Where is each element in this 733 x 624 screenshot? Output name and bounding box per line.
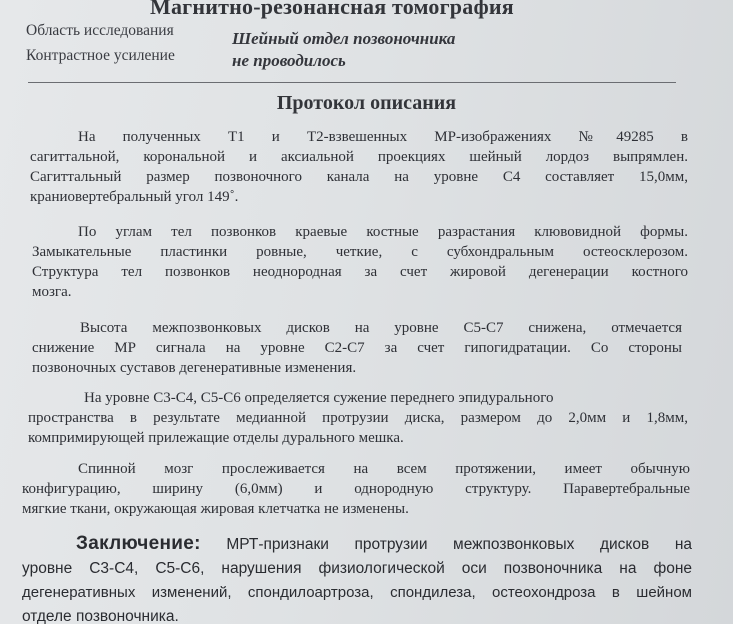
paragraph-line: конфигурацию, ширину (6,0мм) и однородную структуру. Паравертебральные [22, 481, 690, 497]
header-divider [28, 82, 676, 83]
study-area-label: Область исследования [26, 22, 174, 39]
paragraph-line: мозга. [32, 284, 72, 300]
paragraph-line: пространства в результате медианной протрузии диска, размером до 2,0мм и 1,8мм, [28, 410, 688, 426]
paragraph-line: Высота межпозвонковых дисков на уровне С5-С7 снижена, отмечается [80, 320, 682, 336]
protocol-title: Протокол описания [276, 92, 457, 114]
paragraph-line: сагиттальной, корональной и аксиальной проекциях шейный лордоз выпрямлен. [30, 149, 688, 165]
paragraph-line: краниовертебральный угол 149˚. [30, 189, 239, 205]
paragraph-line: снижение МР сигнала на уровне С2-С7 за счет гипогидратации. Со стороны [32, 340, 682, 356]
conclusion-line-4: отделе позвоночника. [22, 608, 179, 624]
paragraph-line: Спинной мозг прослеживается на всем протяжении, имеет обычную [78, 461, 690, 477]
conclusion-line-3: дегенеративных изменений, спондилоартроза, спондилеза, остеохондроза в шейном [22, 584, 692, 601]
paragraph-3 [32, 318, 682, 378]
paragraph-line: компримирующей прилежащие отделы дурального мешка. [28, 430, 404, 446]
conclusion-block [22, 532, 692, 624]
paragraph-4 [28, 388, 688, 448]
paragraph-line: По углам тел позвонков краевые костные разрастания клювовидной формы. [78, 224, 688, 240]
paragraph-5 [22, 459, 690, 519]
conclusion-line-1 [22, 532, 692, 557]
paragraph-line: На уровне С3-С4, С5-С6 определяется сужение переднего эпидурального [84, 390, 554, 406]
paragraph-line: мягкие ткани, окружающая жировая клетчатка не изменены. [22, 501, 409, 517]
study-area-value: Шейный отдел позвоночника [232, 29, 456, 48]
paragraph-2 [32, 222, 688, 302]
document-title: Магнитно-резонансная томография [150, 0, 514, 19]
paragraph-line: Замыкательные пластинки ровные, четкие, с субхондральным остеосклерозом. [32, 244, 688, 260]
conclusion-line-2: уровне С3-С4, С5-С6, нарушения физиологической оси позвоночника на фоне [22, 560, 692, 577]
contrast-value: не проводилось [232, 51, 346, 70]
paragraph-line: На полученных Т1 и Т2-взвешенных МР-изображениях №49285 в [78, 129, 688, 145]
paragraph-1 [30, 127, 688, 207]
contrast-label: Контрастное усиление [26, 47, 175, 64]
conclusion-text: МРТ-признаки протрузии межпозвонковых дисков на [226, 536, 692, 553]
conclusion-heading: Заключение: [76, 533, 201, 554]
paragraph-line: Структура тел позвонков неоднородная за счет жировой дегенерации костного [32, 264, 688, 280]
paragraph-line: позвоночных суставов дегенеративные изменения. [32, 360, 357, 376]
paragraph-line: Сагиттальный размер позвоночного канала на уровне С4 составляет 15,0мм, [30, 169, 688, 185]
